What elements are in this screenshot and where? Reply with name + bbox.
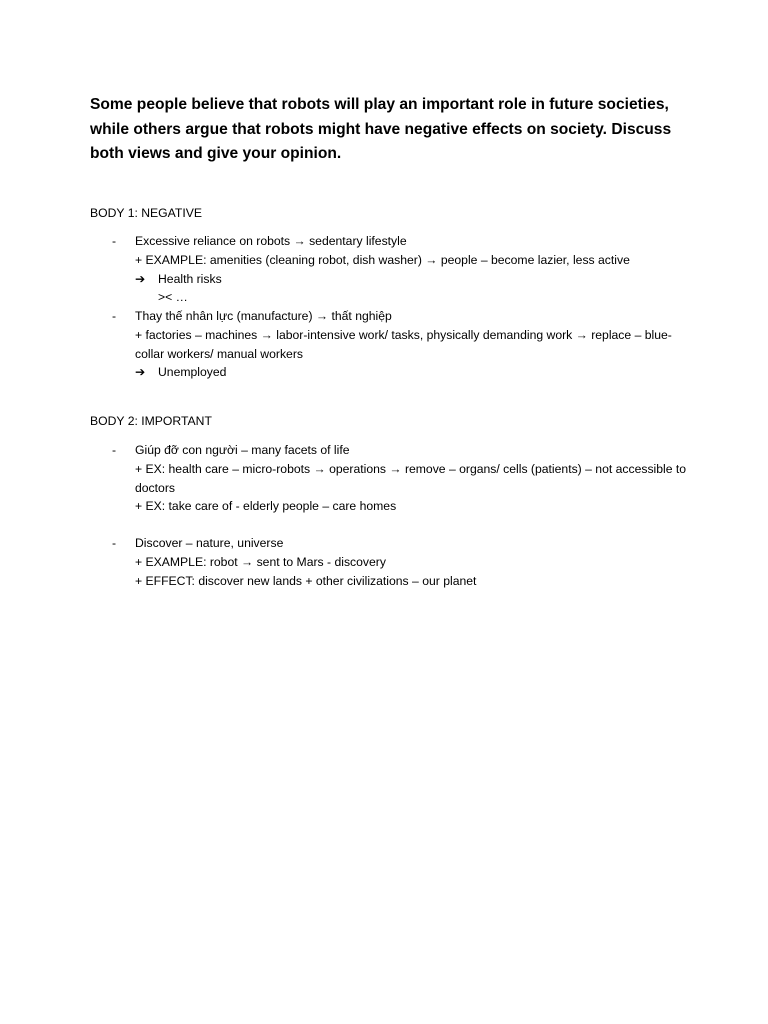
list-item-line: Discover – nature, universe: [135, 536, 284, 550]
list-item-line: + EFFECT: discover new lands + other civilizations – our planet: [135, 573, 477, 588]
bullet-dash: -: [112, 443, 117, 457]
bullet-dash: -: [112, 234, 117, 248]
list-item-line: + EX: take care of - elderly people – care homes: [135, 499, 397, 514]
conclusion-text: Unemployed: [158, 365, 227, 380]
bullet-dash: -: [112, 536, 117, 550]
list-item-line: Excessive reliance on robots → sedentary lifestyle: [135, 234, 407, 248]
arrow-right-icon: ➔: [135, 271, 146, 286]
list-item-line: Thay thế nhân lực (manufacture) → thất nghiệp: [135, 309, 392, 323]
bullet-dash: -: [112, 309, 117, 323]
body1-heading: BODY 1: NEGATIVE: [90, 206, 202, 220]
list-item-line: + EX: health care – micro-robots → operations → remove – organs/ cells (patients) – not accessible to doctors: [135, 461, 687, 495]
essay-prompt: Some people believe that robots will play an important role in future societies, while others argue that robots might have negative effects on society. Discuss both views and give your opinion.: [90, 96, 672, 162]
list-item-line: + factories – machines → labor-intensive work/ tasks, physically demanding work → replace – blue-collar workers/ manual workers: [135, 327, 672, 361]
list-item-line: + EXAMPLE: robot → sent to Mars - discovery: [135, 554, 386, 569]
conclusion-line: [135, 270, 690, 289]
list-item-line: Giúp đỡ con người – many facets of life: [135, 443, 350, 457]
arrow-right-icon: ➔: [135, 365, 146, 380]
conclusion-line: [135, 363, 690, 382]
list-item-line: + EXAMPLE: amenities (cleaning robot, dish washer) → people – become lazier, less active: [135, 252, 630, 267]
body2-heading: BODY 2: IMPORTANT: [90, 414, 212, 428]
extra-note: >< …: [158, 290, 188, 305]
conclusion-text: Health risks: [158, 271, 222, 286]
